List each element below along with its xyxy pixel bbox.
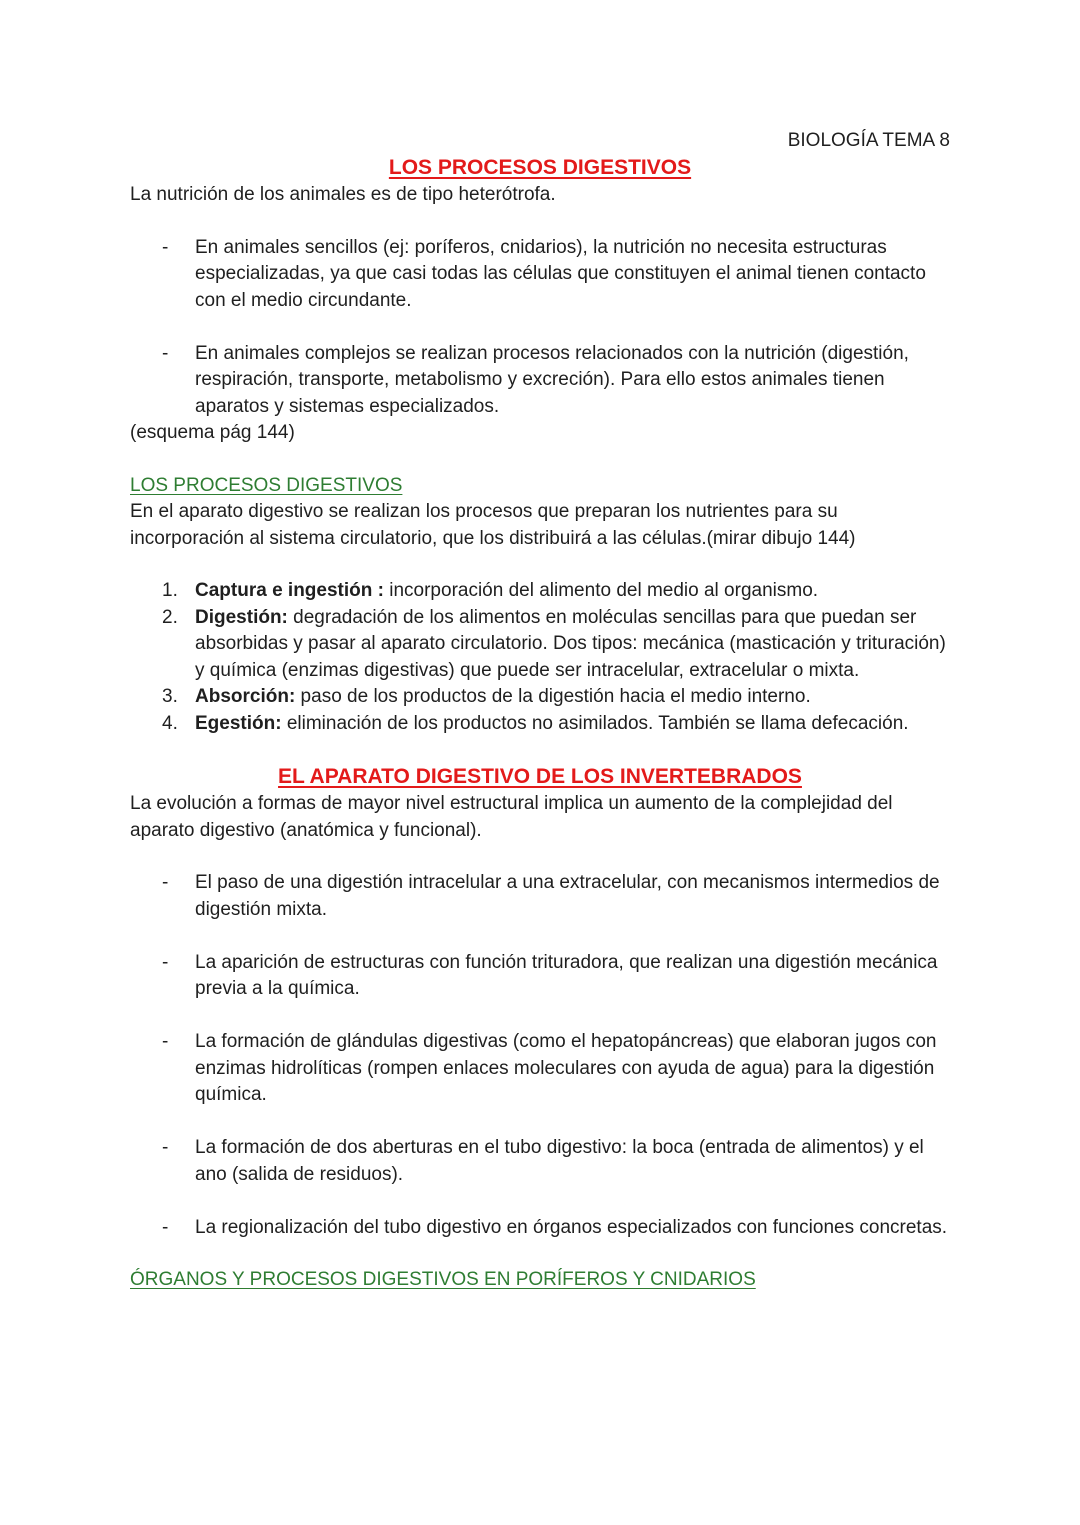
- list-item: - La aparición de estructuras con función trituradora, que realizan una digestión mecánica previa a la química.: [130, 950, 950, 1003]
- step-number: 3.: [162, 686, 178, 707]
- step-number: 1.: [162, 580, 178, 601]
- section-title-text: EL APARATO DIGESTIVO DE LOS INVERTEBRADOS: [278, 765, 802, 788]
- digestive-steps-list: [130, 578, 950, 737]
- evolution-bullet-list: [130, 870, 950, 1241]
- evolution-intro: La evolución a formas de mayor nivel estructural implica un aumento de la complejidad del aparato digestivo (anatómica y funcional).: [130, 793, 893, 841]
- list-item: [130, 684, 950, 711]
- step-term: Captura e ingestión :: [195, 580, 384, 601]
- step-text: eliminación de los productos no asimilados. También se llama defecación.: [281, 712, 909, 734]
- section-title-text: LOS PROCESOS DIGESTIVOS: [388, 156, 692, 179]
- list-item: - La formación de dos aberturas en el tubo digestivo: la boca (entrada de alimentos) y el ano (salida de residuos).: [130, 1135, 950, 1188]
- section-title-procesos-digestivos: [130, 154, 950, 182]
- step-term: Absorción:: [195, 686, 296, 707]
- digestive-processes-intro: En el aparato digestivo se realizan los procesos que preparan los nutrientes para su incorporación al sistema circulatorio, que los distribuirá a las células.(mirar dibujo 144): [130, 501, 856, 549]
- section-title-aparato-invertebrados: [130, 763, 950, 791]
- list-item: - En animales complejos se realizan procesos relacionados con la nutrición (digestión, respiración, transporte, metabolismo y excreción). Para ello estos animales tienen aparatos y sistemas especializados.: [130, 341, 950, 421]
- subheading-procesos-digestivos: LOS PROCESOS DIGESTIVOS: [130, 474, 403, 496]
- list-item: [130, 605, 950, 685]
- step-term: Digestión:: [195, 606, 288, 628]
- list-item: [130, 711, 950, 738]
- list-item: - La regionalización del tubo digestivo en órganos especializados con funciones concretas.: [130, 1215, 950, 1242]
- subheading-poriferos-cnidarios: ÓRGANOS Y PROCESOS DIGESTIVOS EN PORÍFEROS Y CNIDARIOS: [130, 1269, 756, 1290]
- list-item: - En animales sencillos (ej: poríferos, cnidarios), la nutrición no necesita estructuras especializadas, ya que casi todas las células que constituyen el animal tienen contacto con el medio circundante.: [130, 235, 950, 315]
- step-term: Egestión:: [195, 712, 282, 734]
- list-item: [130, 578, 950, 605]
- nutrition-bullet-list: [130, 235, 950, 421]
- step-text: degradación de los alimentos en moléculas sencillas para que puedan ser absorbidas y pasar al aparato circulatorio. Dos tipos: mecánica (masticación y trituración) y química (enzimas digestivas) que puede ser intracelular, extracelular o mixta.: [195, 606, 946, 681]
- step-text: paso de los productos de la digestión hacia el medio interno.: [295, 686, 811, 707]
- intro-paragraph: La nutrición de los animales es de tipo heterótrofa.: [130, 184, 556, 205]
- course-header: BIOLOGÍA TEMA 8: [787, 130, 950, 151]
- step-number: 2.: [162, 606, 178, 628]
- step-number: 4.: [162, 712, 178, 734]
- list-item: - La formación de glándulas digestivas (como el hepatopáncreas) que elaboran jugos con enzimas hidrolíticas (rompen enlaces moleculares con ayuda de agua) para la digestión química.: [130, 1029, 950, 1109]
- scheme-note: (esquema pág 144): [130, 422, 295, 443]
- document-page: [130, 128, 950, 1294]
- list-item: - El paso de una digestión intracelular a una extracelular, con mecanismos intermedios de digestión mixta.: [130, 870, 950, 923]
- step-text: incorporación del alimento del medio al organismo.: [383, 580, 819, 601]
